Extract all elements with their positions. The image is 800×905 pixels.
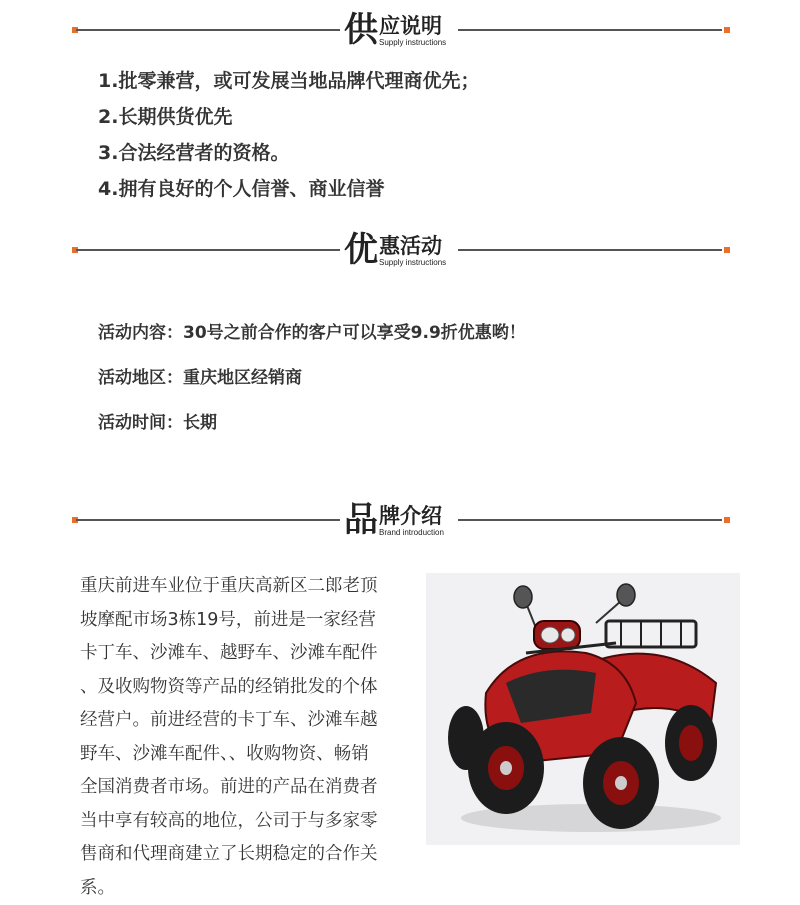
promotion-title-big: 优 (344, 230, 378, 270)
atv-illustration (426, 573, 740, 845)
supply-item: 3.合法经营者的资格。 (98, 138, 479, 174)
divider-line-right (458, 29, 722, 31)
brand-line: 、及收购物资等产品的经销批发的个体 (80, 671, 410, 705)
orange-dot-right (724, 27, 730, 33)
supply-title (344, 10, 446, 50)
divider-line-right (458, 249, 722, 251)
promotion-list (98, 318, 526, 453)
divider-line-left (76, 29, 340, 31)
supply-section-header (72, 10, 730, 50)
promotion-title (344, 230, 446, 270)
divider-line-right (458, 519, 722, 521)
atv-product-photo (426, 573, 740, 845)
brand-line: 全国消费者市场。前进的产品在消费者 (80, 771, 410, 805)
brand-line: 卡丁车、沙滩车、越野车、沙滩车配件 (80, 637, 410, 671)
supply-item: 4.拥有良好的个人信誉、商业信誉 (98, 174, 479, 210)
supply-subtitle: Supply instructions (379, 38, 446, 48)
brand-subtitle: Brand introduction (379, 528, 444, 538)
brand-description (80, 570, 410, 905)
supply-list (98, 66, 479, 210)
brand-line: 系。 (80, 872, 410, 905)
promotion-item: 活动内容：30号之前合作的客户可以享受9.9折优惠哟！ (98, 318, 526, 363)
divider-line-left (76, 249, 340, 251)
brand-title-rest: 牌介绍 (379, 504, 444, 528)
brand-line: 重庆前进车业位于重庆高新区二郎老顶 (80, 570, 410, 604)
promotion-subtitle: Supply instructions (379, 258, 446, 268)
brand-line: 经营户。前进经营的卡丁车、沙滩车越 (80, 704, 410, 738)
supply-item: 1.批零兼营，或可发展当地品牌代理商优先； (98, 66, 479, 102)
orange-dot-right (724, 247, 730, 253)
promotion-item: 活动时间：长期 (98, 408, 526, 453)
brand-line: 当中享有较高的地位，公司于与多家零 (80, 805, 410, 839)
promotion-section-header (72, 230, 730, 270)
brand-line: 坡摩配市场3栋19号，前进是一家经营 (80, 604, 410, 638)
brand-section-header (72, 500, 730, 540)
promotion-title-rest: 惠活动 (379, 234, 446, 258)
brand-title (344, 500, 444, 540)
brand-title-big: 品 (344, 500, 378, 540)
brand-line: 售商和代理商建立了长期稳定的合作关 (80, 838, 410, 872)
orange-dot-right (724, 517, 730, 523)
divider-line-left (76, 519, 340, 521)
supply-title-rest: 应说明 (379, 14, 446, 38)
promotion-item: 活动地区：重庆地区经销商 (98, 363, 526, 408)
supply-title-big: 供 (344, 10, 378, 50)
brand-line: 野车、沙滩车配件、、收购物资、畅销 (80, 738, 410, 772)
supply-item: 2.长期供货优先 (98, 102, 479, 138)
